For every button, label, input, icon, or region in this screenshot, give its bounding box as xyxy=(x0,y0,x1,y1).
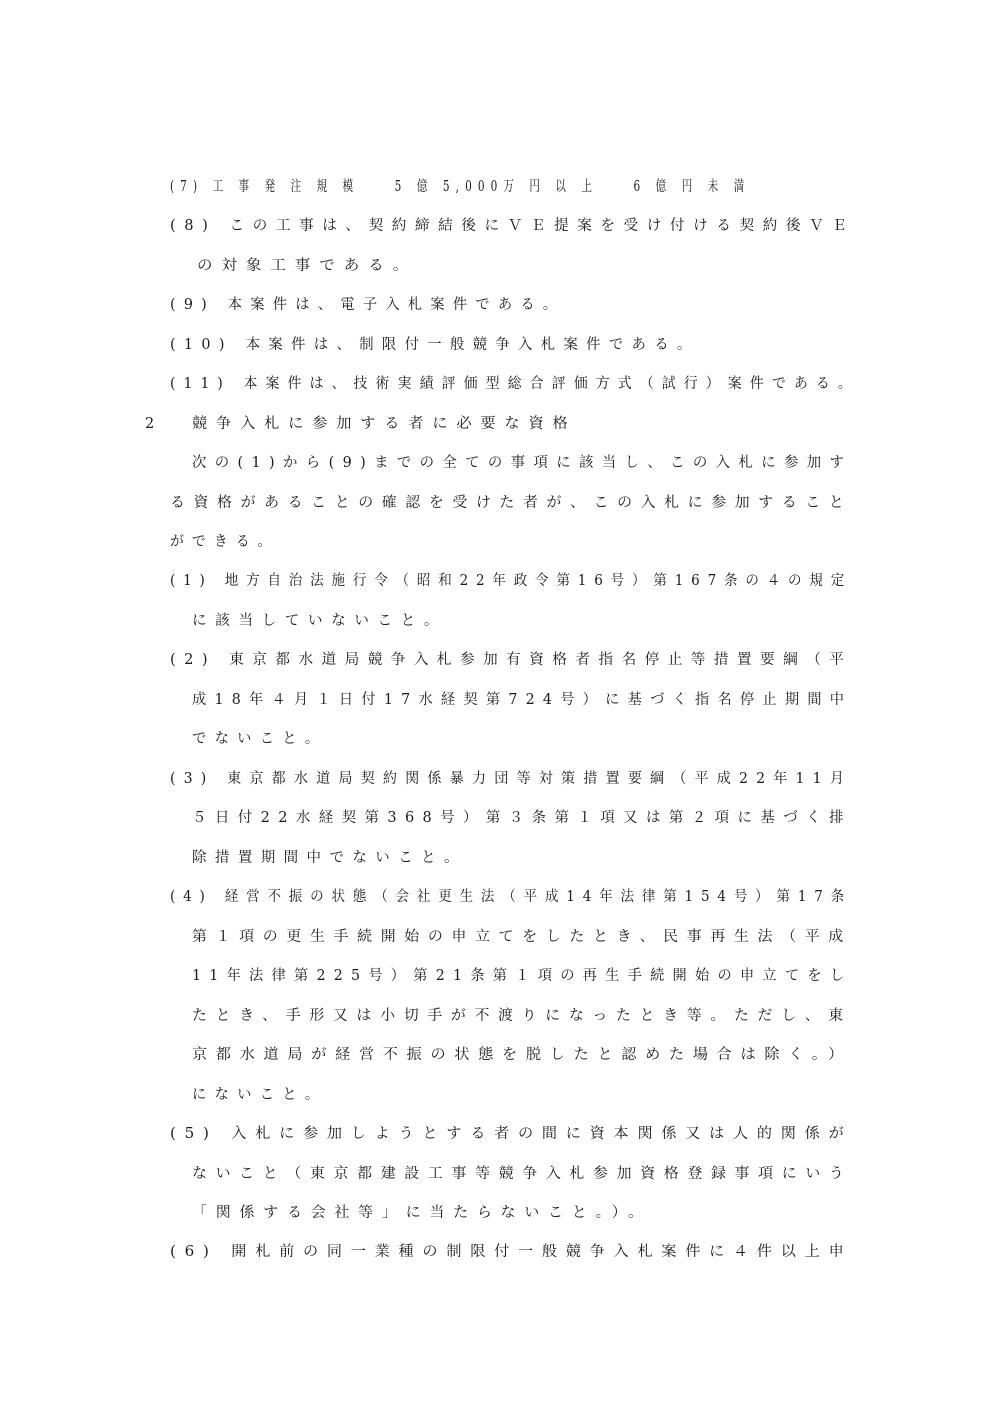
req-3-line-2: ５日付22水経契第368号）第３条第１項又は第２項に基づく排 xyxy=(192,810,852,826)
req-2-line-2: 成18年４月１日付17水経契第724号）に基づく指名停止期間中 xyxy=(192,692,853,708)
section-2-heading: 競争入札に参加する者に必要な資格 xyxy=(192,416,577,432)
section-2-intro-2: る資格があることの確認を受けた者が、この入札に参加すること xyxy=(170,495,853,511)
req-4-line-5: 京都水道局が経営不振の状態を脱したと認めた場合は除く。） xyxy=(192,1047,852,1063)
section-2-intro-1: 次の(1)から(9)までの全ての事項に該当し、この入札に参加す xyxy=(192,455,853,471)
req-4-line-3: 11年法律第225号）第21条第１項の再生手続開始の申立てをし xyxy=(192,968,853,984)
req-2-line-1: (2) 東京都水道局競争入札参加有資格者指名停止等措置要綱（平 xyxy=(170,652,853,668)
req-1-line-2: に該当していないこと。 xyxy=(192,613,448,629)
req-5-line-2: ないこと（東京都建設工事等競争入札参加資格登録事項にいう xyxy=(192,1166,853,1182)
section-2-intro-3: ができる。 xyxy=(170,534,280,550)
req-3-line-3: 除措置期間中でないこと。 xyxy=(192,850,467,866)
req-5-line-3: 「関係する会社等」に当たらないこと。）。 xyxy=(192,1205,652,1221)
req-1-line-1: (1) 地方自治法施行令（昭和22年政令第16号）第167条の４の規定 xyxy=(170,573,853,589)
item-11: (11) 本案件は、技術実績評価型総合評価方式（試行）案件である。 xyxy=(170,376,860,392)
section-2-number: 2 xyxy=(145,416,158,432)
req-2-line-3: でないこと。 xyxy=(192,731,328,747)
item-9: (9) 本案件は、電子入札案件である。 xyxy=(170,297,566,313)
req-4-line-2: 第１項の更生手続開始の申立てをしたとき、民事再生法（平成 xyxy=(192,929,852,945)
req-3-line-1: (3) 東京都水道局契約関係暴力団等対策措置要綱（平成22年11月 xyxy=(170,771,853,787)
req-5-line-1: (5) 入札に参加しようとする者の間に資本関係又は人的関係が xyxy=(170,1126,853,1142)
item-8-line-2: の対象工事である。 xyxy=(197,258,418,274)
req-4-line-6: にないこと。 xyxy=(192,1087,328,1103)
req-4-line-4: たとき、手形又は小切手が不渡りになったとき等。ただし、東 xyxy=(192,1008,852,1024)
item-8-line-1: (8) この工事は、契約締結後にＶＥ提案を受け付ける契約後ＶＥ xyxy=(170,218,856,234)
req-4-line-1: (4) 経営不振の状態（会社更生法（平成14年法律第154号）第17条 xyxy=(170,889,853,905)
req-6-line-1: (6) 開札前の同一業種の制限付一般競争入札案件に４件以上申 xyxy=(170,1244,853,1260)
item-7-scale: (7) 工 事 発 注 規 模 5 億 5,000万 円 以 上 6 億 円 未 満 xyxy=(170,179,751,195)
item-10: (10) 本案件は、制限付一般競争入札案件である。 xyxy=(170,337,700,353)
